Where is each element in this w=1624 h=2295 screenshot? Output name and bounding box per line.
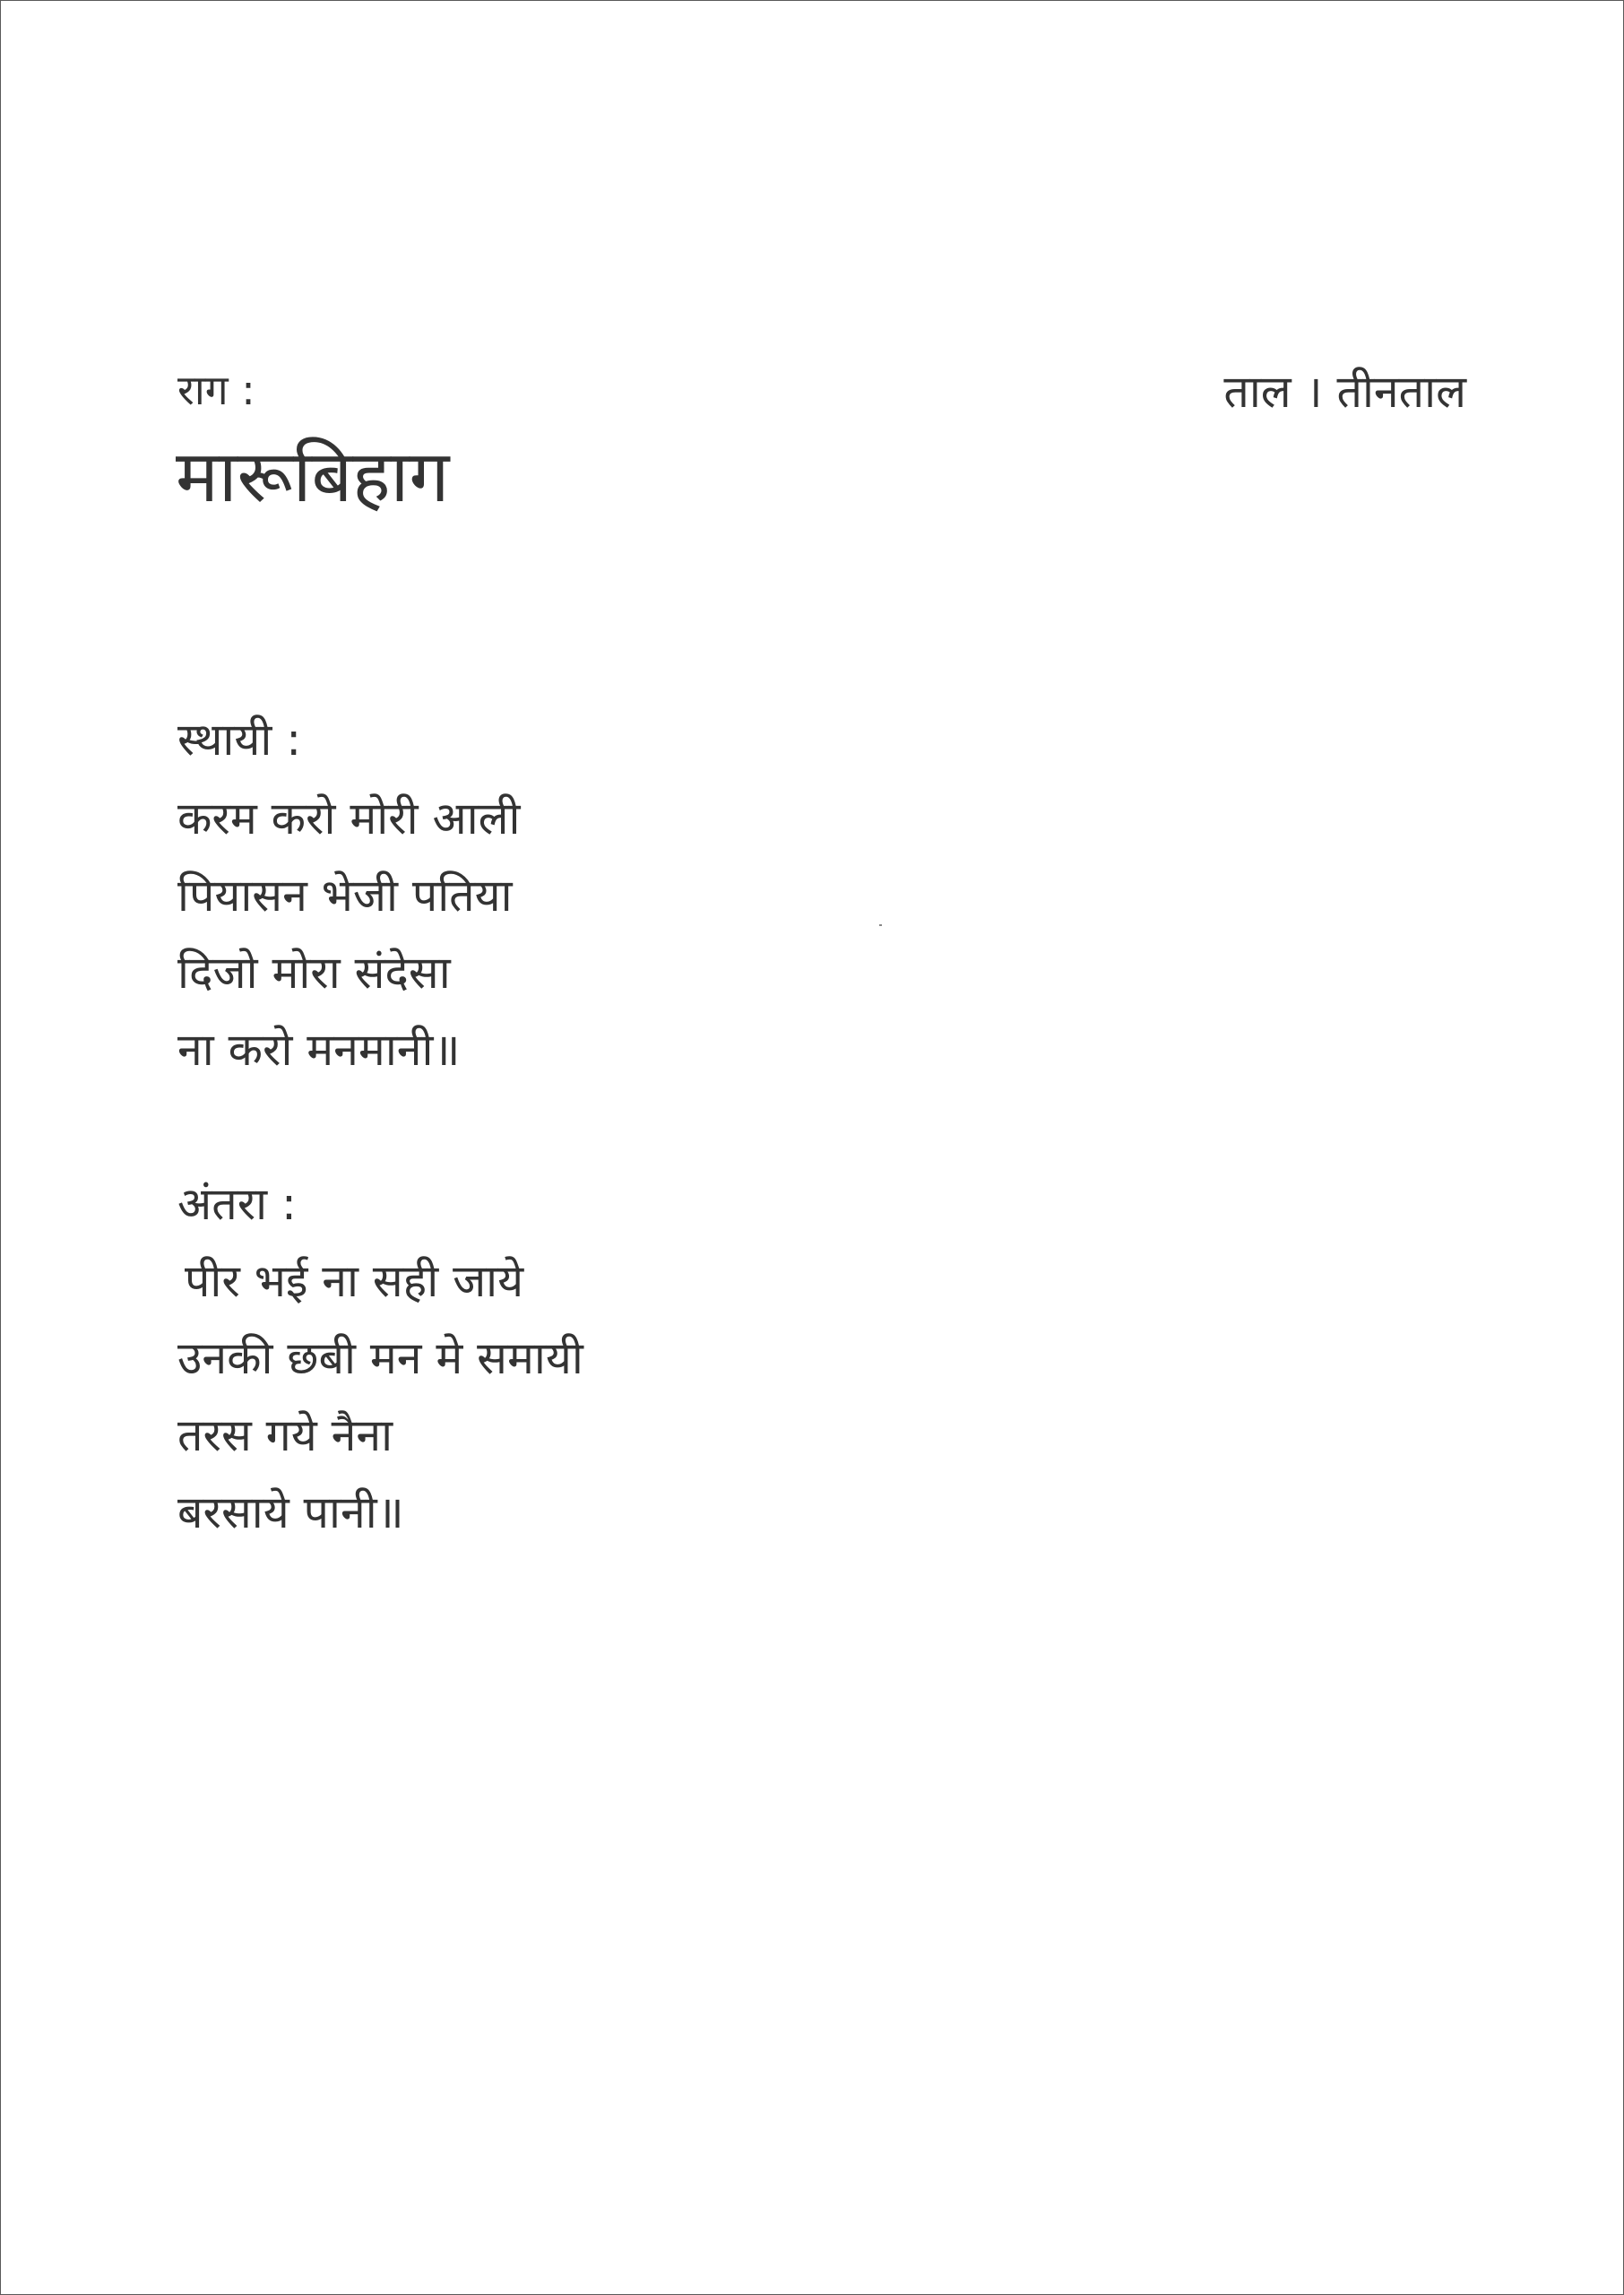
antara-line: उनकी छबी मन मे समायी — [177, 1332, 583, 1384]
antara-label: अंतरा : — [177, 1178, 297, 1230]
antara-lines — [177, 1243, 583, 1551]
taal-label: ताल । तीनताल — [1223, 366, 1466, 418]
raag-name: मारूबिहाग — [176, 435, 450, 518]
antara-line: तरस गये नैना — [177, 1409, 393, 1461]
sthayi-label: स्थायी : — [177, 714, 302, 766]
sthayi-line: दिजो मोरा संदेसा — [177, 947, 451, 999]
sthayi-line: पियासन भेजी पतिया — [177, 870, 513, 922]
sthayi-line: करम करो मोरी आली — [177, 792, 521, 844]
scan-speck — [879, 924, 882, 926]
sthayi-line: ना करो मनमानी॥ — [177, 1024, 461, 1076]
antara-line: बरसाये पानी॥ — [177, 1486, 404, 1538]
raag-label: राग : — [177, 366, 255, 414]
sthayi-lines — [177, 780, 520, 1088]
antara-line: पीर भई ना सही जाये — [185, 1255, 524, 1307]
